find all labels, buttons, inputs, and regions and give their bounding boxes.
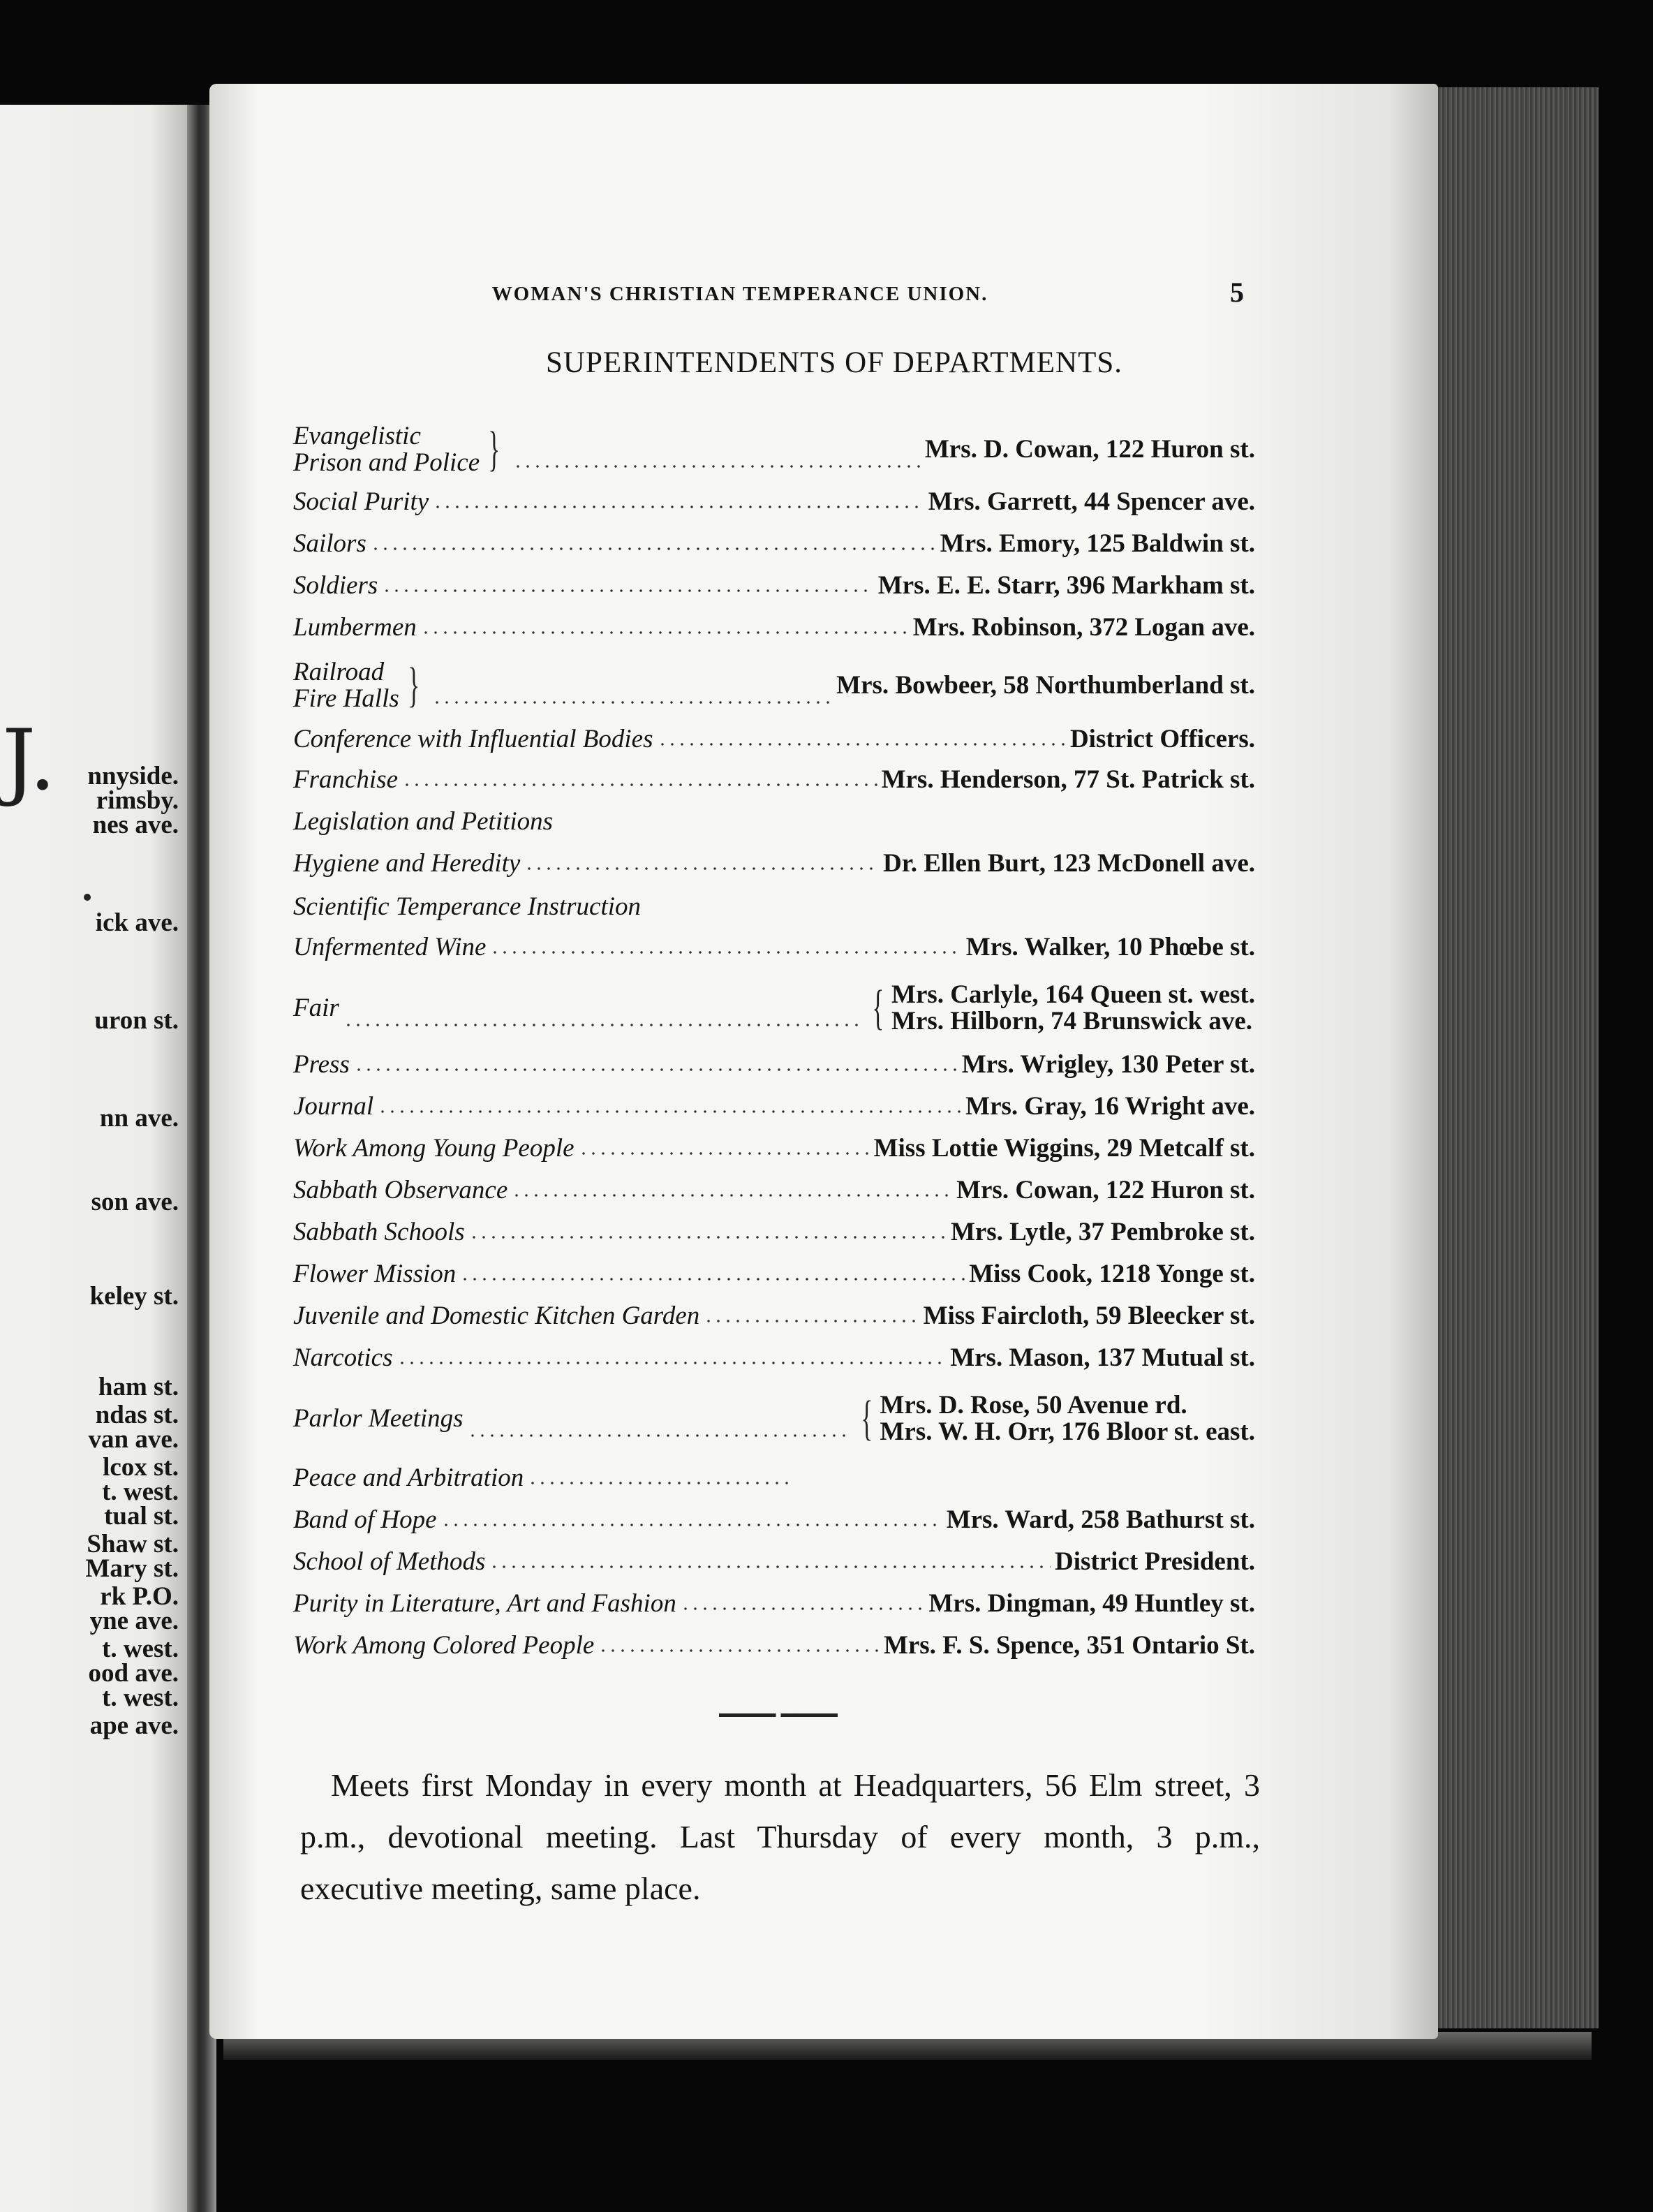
department-name-line: Railroad	[293, 658, 385, 686]
left-page-fragment: ood ave.	[88, 1659, 179, 1688]
superintendent-name: Mrs. E. E. Starr, 396 Markham st.	[877, 571, 1255, 600]
department-row	[293, 487, 1255, 517]
dot-leader	[524, 867, 879, 870]
department-name: Peace and Arbitration	[293, 1463, 524, 1492]
superintendent-names	[880, 1392, 1255, 1445]
department-name: Flower Mission	[293, 1260, 457, 1288]
left-page-bullet	[84, 894, 91, 901]
department-row	[293, 1343, 1255, 1373]
department-row	[293, 1547, 1255, 1577]
department-name: Narcotics	[293, 1343, 393, 1372]
department-name: Franchise	[293, 765, 399, 794]
dot-leader	[528, 1482, 793, 1484]
left-page-fragment: yne ave.	[89, 1607, 179, 1635]
dot-leader	[513, 465, 921, 468]
dot-leader	[489, 1565, 1051, 1568]
left-page-fragment: ick ave.	[95, 908, 179, 937]
left-page-fragment: nes ave.	[92, 811, 179, 839]
department-row	[293, 892, 1255, 922]
department-name: Legislation and Petitions	[293, 807, 554, 836]
department-name	[293, 659, 399, 712]
department-name: Work Among Colored People	[293, 1631, 595, 1660]
superintendent-name: Mrs. Garrett, 44 Spencer ave.	[928, 487, 1255, 516]
department-row	[293, 1392, 1255, 1445]
department-row	[293, 423, 1255, 476]
left-page-fragment: ham st.	[98, 1373, 179, 1401]
dot-leader	[468, 1434, 848, 1437]
department-row	[293, 982, 1255, 1035]
section-title: SUPERINTENDENTS OF DEPARTMENTS.	[546, 346, 1122, 379]
opening-brace: {	[872, 981, 884, 1035]
superintendent-name: Mrs. Gray, 16 Wright ave.	[965, 1092, 1255, 1121]
dot-leader	[432, 701, 832, 704]
department-row	[293, 1260, 1255, 1289]
department-row	[293, 1092, 1255, 1121]
department-name: Sabbath Schools	[293, 1218, 465, 1246]
department-name: Social Purity	[293, 487, 429, 516]
opening-brace: {	[861, 1392, 873, 1445]
superintendent-name: Miss Faircloth, 59 Bleecker st.	[923, 1302, 1255, 1330]
dot-leader	[441, 1524, 942, 1526]
department-name: Conference with Influential Bodies	[293, 725, 653, 753]
left-page-fragment: nn ave.	[99, 1104, 179, 1133]
left-page-fragment: ape ave.	[89, 1711, 179, 1740]
section-divider	[719, 1713, 838, 1717]
left-page-fragment: rk P.O.	[100, 1582, 179, 1611]
dot-leader	[402, 783, 877, 786]
department-name: Parlor Meetings	[293, 1404, 464, 1433]
left-page-fragment: t. west.	[102, 1477, 179, 1506]
dot-leader	[681, 1607, 925, 1610]
department-row	[293, 1176, 1255, 1205]
department-name: Press	[293, 1050, 350, 1079]
superintendent-name: Mrs. Henderson, 77 St. Patrick st.	[881, 765, 1255, 794]
dot-leader	[378, 1110, 961, 1113]
superintendent-name: Mrs. Mason, 137 Mutual st.	[950, 1343, 1255, 1372]
department-name: Journal	[293, 1092, 374, 1121]
department-name: Juvenile and Domestic Kitchen Garden	[293, 1302, 700, 1330]
superintendent-name: Mrs. Emory, 125 Baldwin st.	[940, 529, 1255, 558]
superintendent-name: District President.	[1054, 1547, 1255, 1576]
page-number: 5	[1230, 276, 1244, 308]
left-page-fragment: uron st.	[94, 1006, 179, 1035]
dot-leader	[469, 1236, 947, 1239]
left-page-fragment: tual st.	[104, 1502, 179, 1531]
superintendent-name: Mrs. Wrigley, 130 Peter st.	[961, 1050, 1255, 1079]
superintendent-name: Dr. Ellen Burt, 123 McDonell ave.	[882, 849, 1255, 878]
left-page-fragment: ndas st.	[95, 1401, 179, 1429]
closing-brace: }	[408, 658, 420, 712]
left-page-fragment: son ave.	[91, 1188, 179, 1216]
dot-leader	[490, 951, 961, 954]
department-row	[293, 1589, 1255, 1619]
superintendent-name: Miss Lottie Wiggins, 29 Metcalf st.	[873, 1134, 1255, 1163]
department-name-line: Evangelistic	[293, 422, 421, 450]
department-name: School of Methods	[293, 1547, 486, 1576]
superintendent-name: Mrs. Hilborn, 74 Brunswick ave.	[891, 1007, 1253, 1035]
department-name: Fair	[293, 994, 339, 1022]
department-name-line: Prison and Police	[293, 448, 480, 477]
department-name: Sabbath Observance	[293, 1176, 508, 1204]
dot-leader	[460, 1278, 965, 1281]
dot-leader	[421, 631, 909, 634]
department-row	[293, 933, 1255, 962]
superintendent-name: Mrs. D. Rose, 50 Avenue rd.	[880, 1391, 1187, 1420]
dot-leader	[397, 1362, 947, 1364]
superintendent-name: Mrs. Lytle, 37 Pembroke st.	[950, 1218, 1255, 1246]
department-row	[293, 807, 1255, 836]
superintendent-name: Mrs. Ward, 258 Bathurst st.	[946, 1505, 1255, 1534]
superintendent-name: Mrs. W. H. Orr, 176 Bloor st. east.	[880, 1417, 1255, 1446]
meeting-notice: Meets first Monday in every month at Headquarters, 56 Elm street, 3 p.m., devotional meeting. Last Thursday of every month, 3 p.m., executive meeting, same place.	[300, 1767, 1260, 1906]
left-page-fragment: rimsby.	[96, 786, 179, 815]
department-row	[293, 1218, 1255, 1247]
department-name: Hygiene and Heredity	[293, 849, 521, 878]
superintendent-name: Miss Cook, 1218 Yonge st.	[969, 1260, 1255, 1288]
department-row	[293, 849, 1255, 878]
dot-leader	[579, 1152, 870, 1155]
left-facing-page	[0, 105, 187, 2212]
department-row	[293, 529, 1255, 559]
left-page-fragment: nnyside.	[87, 762, 179, 790]
superintendent-name: Mrs. Cowan, 122 Huron st.	[956, 1176, 1255, 1204]
dot-leader	[704, 1320, 919, 1322]
department-name: Soldiers	[293, 571, 378, 600]
left-page-fragment: Mary st.	[85, 1554, 179, 1583]
left-page-fragment: t. west.	[102, 1635, 179, 1663]
department-row	[293, 659, 1255, 712]
left-page-fragment: Shaw st.	[87, 1530, 179, 1558]
department-row	[293, 571, 1255, 600]
superintendent-names	[891, 982, 1255, 1035]
department-name: Unfermented Wine	[293, 933, 487, 961]
left-page-fragment: van ave.	[88, 1425, 179, 1454]
department-row	[293, 765, 1255, 795]
dot-leader	[343, 1024, 860, 1026]
dot-leader	[433, 506, 924, 508]
left-page-fragment: lcox st.	[103, 1453, 179, 1482]
dot-leader	[354, 1068, 958, 1071]
closing-brace: }	[488, 422, 501, 476]
department-row	[293, 1631, 1255, 1660]
department-name-line: Fire Halls	[293, 684, 399, 713]
department-name: Purity in Literature, Art and Fashion	[293, 1589, 676, 1618]
superintendent-name: Mrs. Bowbeer, 58 Northumberland st.	[836, 671, 1255, 700]
superintendent-name: Mrs. Dingman, 49 Huntley st.	[928, 1589, 1255, 1618]
department-name: Band of Hope	[293, 1505, 437, 1534]
superintendent-name: Mrs. F. S. Spence, 351 Ontario St.	[883, 1631, 1255, 1660]
department-row	[293, 1463, 1255, 1493]
department-row	[293, 613, 1255, 642]
department-name: Lumbermen	[293, 613, 417, 642]
dot-leader	[598, 1649, 880, 1652]
left-page-fragment: t. west.	[102, 1683, 179, 1712]
dot-leader	[382, 589, 873, 592]
superintendent-name: Mrs. D. Cowan, 122 Huron st.	[924, 435, 1255, 464]
superintendent-name: Mrs. Carlyle, 164 Queen st. west.	[891, 980, 1255, 1009]
department-row	[293, 1050, 1255, 1079]
department-row	[293, 725, 1255, 754]
department-name: Sailors	[293, 529, 366, 558]
dot-leader	[658, 743, 1066, 746]
superintendent-name: Mrs. Robinson, 372 Logan ave.	[912, 613, 1255, 642]
running-header: WOMAN'S CHRISTIAN TEMPERANCE UNION.	[491, 283, 988, 305]
superintendent-name: Mrs. Walker, 10 Phœbe st.	[965, 933, 1255, 961]
superintendent-name: District Officers.	[1069, 725, 1255, 753]
department-row	[293, 1302, 1255, 1331]
department-name: Work Among Young People	[293, 1134, 575, 1163]
dot-leader	[512, 1194, 952, 1197]
dot-leader	[371, 547, 936, 550]
left-page-large-letter: J.	[2, 712, 56, 809]
department-row	[293, 1134, 1255, 1163]
left-page-fragment: keley st.	[89, 1282, 179, 1311]
department-name	[293, 423, 480, 476]
department-row	[293, 1505, 1255, 1535]
department-name: Scientific Temperance Instruction	[293, 892, 642, 921]
